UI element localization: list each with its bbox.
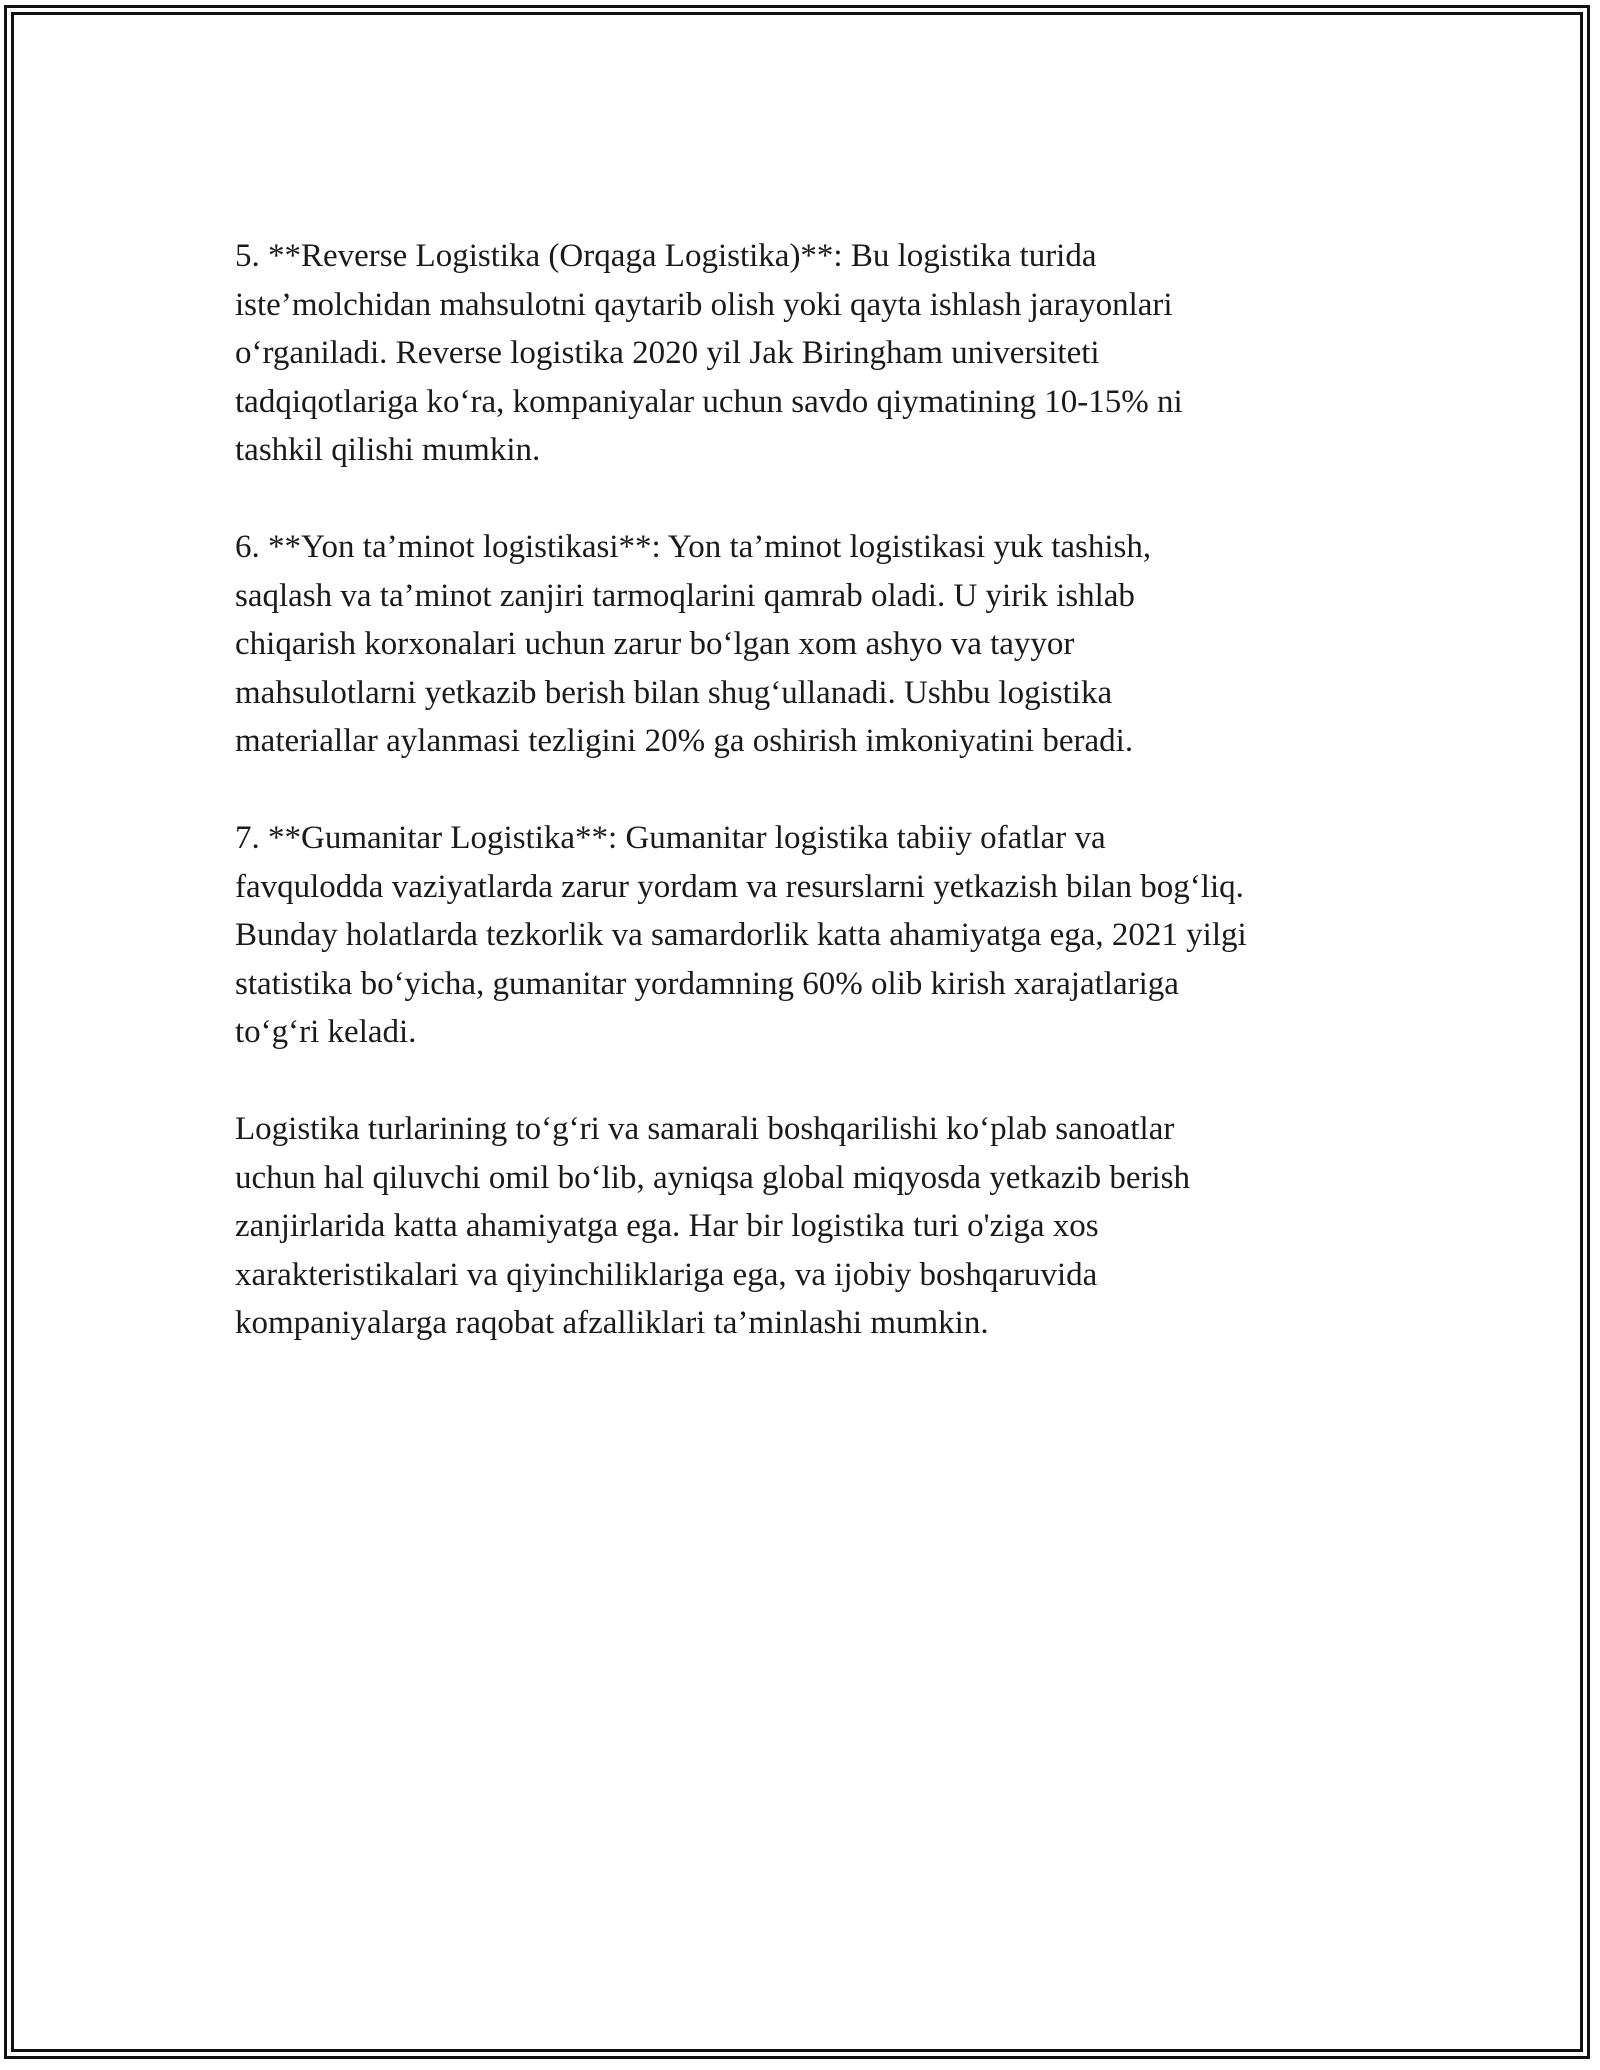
paragraph-humanitarian-logistics	[235, 814, 1385, 1057]
text-line: o‘rganiladi. Reverse logistika 2020 yil Jak Biringham universiteti	[235, 335, 1100, 371]
text-line: to‘g‘ri keladi.	[235, 1014, 417, 1050]
text-line: Logistika turlarining to‘g‘ri va samarali boshqarilishi ko‘plab sanoatlar	[235, 1111, 1175, 1147]
text-line: 7. **Gumanitar Logistika**: Gumanitar logistika tabiiy ofatlar va	[235, 820, 1106, 856]
text-line: tashkil qilishi mumkin.	[235, 432, 541, 468]
text-line: mahsulotlarni yetkazib berish bilan shug‘ullanadi. Ushbu logistika	[235, 674, 1113, 711]
text-line: iste’molchidan mahsulotni qaytarib olish yoki qayta ishlash jarayonlari	[235, 286, 1173, 323]
text-line: saqlash va ta’minot zanjiri tarmoqlarini qamrab oladi. U yirik ishlab	[235, 577, 1135, 614]
text-line: Bunday holatlarda tezkorlik va samardorlik katta ahamiyatga ega, 2021 yilgi	[235, 917, 1247, 953]
text-line: tadqiqotlariga ko‘ra, kompaniyalar uchun savdo qiymatining 10-15% ni	[235, 383, 1183, 420]
text-line: favqulodda vaziyatlarda zarur yordam va resurslarni yetkazish bilan bog‘liq.	[235, 868, 1244, 905]
text-line: materiallar aylanmasi tezligini 20% ga oshirish imkoniyatini beradi.	[235, 723, 1134, 759]
text-line: statistika bo‘yicha, gumanitar yordamning 60% olib kirish xarajatlariga	[235, 965, 1179, 1002]
paragraph-supply-logistics	[235, 523, 1385, 766]
paragraph-reverse-logistics	[235, 232, 1385, 475]
text-line: 5. **Reverse Logistika (Orqaga Logistika)**: Bu logistika turida	[235, 238, 1097, 274]
text-line: kompaniyalarga raqobat afzalliklari ta’minlashi mumkin.	[235, 1305, 989, 1341]
text-line: xarakteristikalari va qiyinchiliklariga ega, va ijobiy boshqaruvida	[235, 1256, 1098, 1293]
text-line: uchun hal qiluvchi omil bo‘lib, ayniqsa global miqyosda yetkazib berish	[235, 1159, 1190, 1196]
text-line: 6. **Yon ta’minot logistikasi**: Yon ta’minot logistikasi yuk tashish,	[235, 529, 1152, 565]
text-line: chiqarish korxonalari uchun zarur bo‘lgan xom ashyo va tayyor	[235, 626, 1075, 662]
text-line: zanjirlarida katta ahamiyatga ega. Har bir logistika turi o'ziga xos	[235, 1208, 1099, 1244]
paragraph-conclusion	[235, 1105, 1385, 1348]
document-body	[235, 232, 1385, 1396]
